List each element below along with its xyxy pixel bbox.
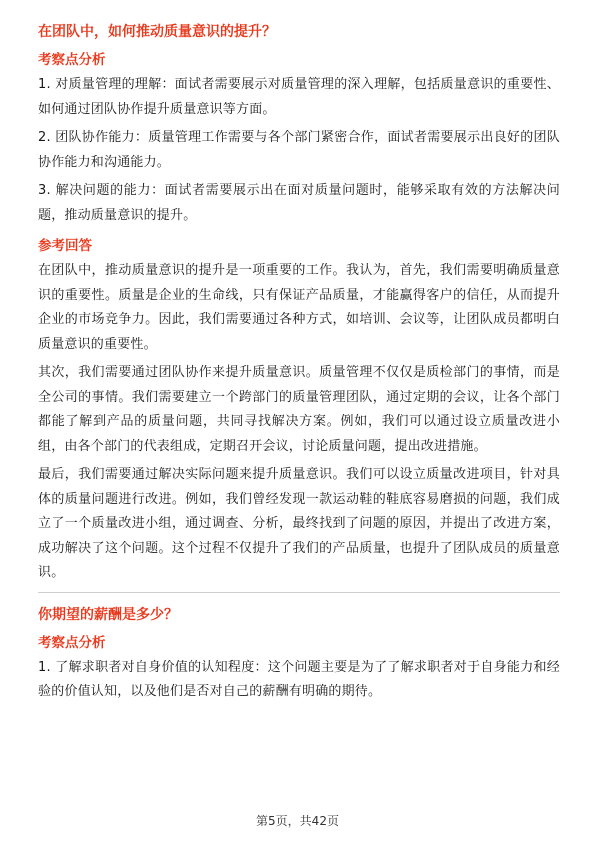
section-divider bbox=[38, 592, 560, 593]
analysis-item: 2. 团队协作能力：质量管理工作需要与各个部门紧密合作，面试者需要展示出良好的团队协作能力和沟通能力。 bbox=[38, 130, 560, 170]
answer-paragraph: 在团队中，推动质量意识的提升是一项重要的工作。我认为，首先，我们需要明确质量意识的重要性。质量是企业的生命线，只有保证产品质量，才能赢得客户的信任，从而提升企业的市场竞争力。因此，我们需要通过各种方式，如培训、会议等，让团队成员都明白质量意识的重要性。 bbox=[38, 263, 560, 352]
analysis-heading: 考察点分析 bbox=[38, 52, 106, 68]
analysis-item: 1. 了解求职者对自身价值的认知程度：这个问题主要是为了了解求职者对于自身能力和经验的价值认知，以及他们是否对自己的薪酬有明确的期待。 bbox=[38, 659, 560, 699]
analysis-item: 3. 解决问题的能力：面试者需要展示出在面对质量问题时，能够采取有效的方法解决问题，推动质量意识的提升。 bbox=[38, 183, 560, 223]
question-title: 你期望的薪酬是多少？ bbox=[38, 606, 178, 623]
analysis-heading: 考察点分析 bbox=[38, 634, 106, 651]
answer-heading: 参考回答 bbox=[38, 238, 92, 254]
document-page bbox=[38, 22, 560, 709]
page-number: 第5页，共42页 bbox=[256, 814, 339, 828]
answer-paragraph: 其次，我们需要通过团队协作来提升质量意识。质量管理不仅仅是质检部门的事情，而是全公司的事情。我们需要建立一个跨部门的质量管理团队，通过定期的会议，让各个部门都能了解到产品的质量问题，共同寻找解决方案。例如，我们可以通过设立质量改进小组，由各个部门的代表组成，定期召开会议，讨论质量问题，提出改进措施。 bbox=[38, 365, 560, 454]
question-title: 在团队中，如何推动质量意识的提升？ bbox=[38, 24, 276, 40]
analysis-item: 1. 对质量管理的理解：面试者需要展示对质量管理的深入理解，包括质量意识的重要性、如何通过团队协作提升质量意识等方面。 bbox=[38, 77, 560, 117]
answer-paragraph: 最后，我们需要通过解决实际问题来提升质量意识。我们可以设立质量改进项目，针对具体的质量问题进行改进。例如，我们曾经发现一款运动鞋的鞋底容易磨损的问题，我们成立了一个质量改进小组，通过调查、分析，最终找到了问题的原因，并提出了改进方案，成功解决了这个问题。这个过程不仅提升了我们的产品质量，也提升了团队成员的质量意识。 bbox=[38, 467, 560, 580]
